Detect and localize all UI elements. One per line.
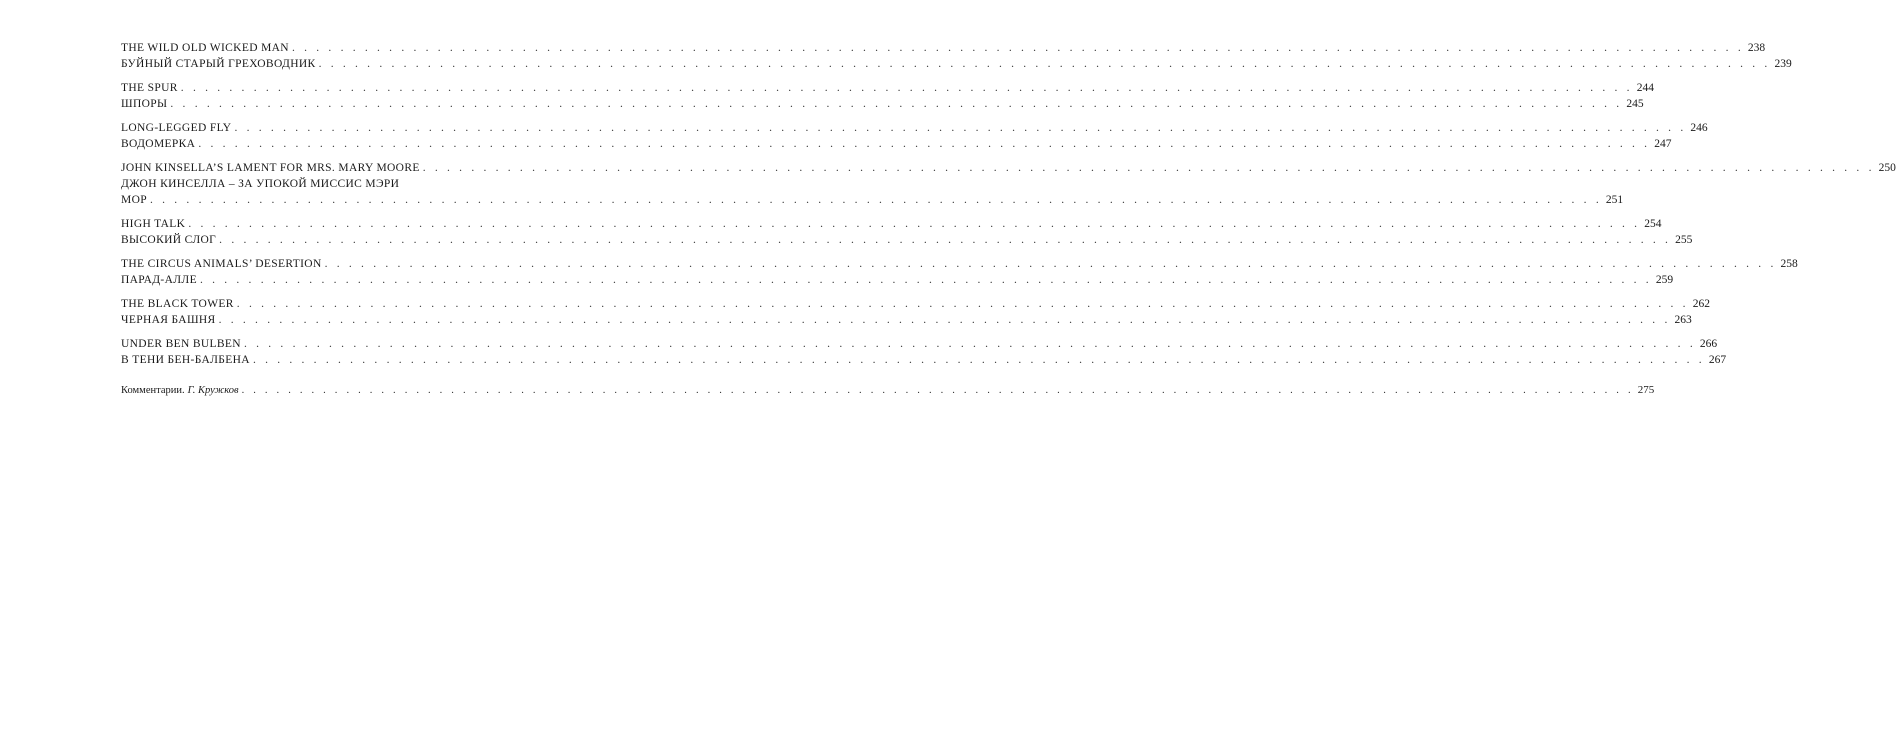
entry-page: 250 (1878, 162, 1896, 174)
dot-leader: . . . . . . . . . . . . . . . . . . . . . . . . . . . . . . . . . . . . . . . . . . . . . . . . . . . . . . . . . . . . . . . . . . . . . . . . . . . . . . . . . . . . . . . . . . . . . . . . . . . . . . . . . . . . . . . . . . . . . . . . (252, 354, 1705, 366)
entry-page: 251 (1605, 194, 1624, 206)
dot-leader: . . . . . . . . . . . . . . . . . . . . . . . . . . . . . . . . . . . . . . . . . . . . . . . . . . . . . . . . . . . . . . . . . . . . . . . . . . . . . . . . . . . . . . . . . . . . . . . . . . . . . . . . . . . . . . . . . . . . . . . . (149, 194, 1602, 206)
toc-entry[interactable] (121, 216, 1662, 232)
dot-leader: . . . . . . . . . . . . . . . . . . . . . . . . . . . . . . . . . . . . . . . . . . . . . . . . . . . . . . . . . . . . . . . . . . . . . . . . . . . . . . . . . . . . . . . . . . . . . . . . . . . . . . . . . . . . . . . . . . . . . . . . (243, 338, 1696, 350)
toc-entry[interactable] (121, 272, 1674, 288)
entry-title: UNDER BEN BULBEN (121, 338, 241, 350)
entry-page: 247 (1654, 138, 1672, 150)
toc-group (121, 120, 1708, 152)
entry-page: 246 (1690, 122, 1708, 134)
entry-title: JOHN KINSELLA’S LAMENT FOR MRS. MARY MOORE (121, 162, 420, 174)
toc-entry[interactable] (121, 296, 1710, 312)
entry-title: LONG-LEGGED FLY (121, 122, 232, 134)
toc-group (121, 216, 1693, 248)
entry-page: 244 (1636, 82, 1654, 94)
entry-title: БУЙНЫЙ СТАРЫЙ ГРЕХОВОДНИК (121, 58, 316, 70)
toc-entry[interactable] (121, 160, 1896, 176)
entry-page: 267 (1708, 354, 1727, 366)
toc-group (121, 336, 1727, 368)
dot-leader: . . . . . . . . . . . . . . . . . . . . . . . . . . . . . . . . . . . . . . . . . . . . . . . . . . . . . . . . . . . . . . . . . . . . . . . . . . . . . . . . . . . . . . . . . . . . . . . . . . . . . . . . . . . . . . . . . . . . . . . . (236, 298, 1689, 310)
toc-entry[interactable] (121, 352, 1727, 368)
dot-leader: . . . . . . . . . . . . . . . . . . . . . . . . . . . . . . . . . . . . . . . . . . . . . . . . . . . . . . . . . . . . . . . . . . . . . . . . . . . . . . . . . . . . . . . . . . . . . . . . . . . . . . . . . . . . . . . . . . . . . . . . (198, 138, 1651, 150)
table-of-contents (121, 40, 1896, 399)
toc-group (121, 40, 1792, 72)
entry-page: 258 (1780, 258, 1798, 270)
toc-entry[interactable] (121, 80, 1654, 96)
dot-leader: . . . . . . . . . . . . . . . . . . . . . . . . . . . . . . . . . . . . . . . . . . . . . . . . . . . . . . . . . . . . . . . . . . . . . . . . . . . . . . . . . . . . . . . . . . . . . . . . . . . . . . . . . . . . . . . . . . . . . . . . (180, 82, 1633, 94)
entry-page: 263 (1674, 314, 1692, 326)
entry-title-continuation: МОР (121, 194, 147, 206)
entry-page: 266 (1699, 338, 1718, 350)
dot-leader: . . . . . . . . . . . . . . . . . . . . . . . . . . . . . . . . . . . . . . . . . . . . . . . . . . . . . . . . . . . . . . . . . . . . . . . . . . . . . . . . . . . . . . . . . . . . . . . . . . . . . . . . . . . . . . . . . . . . . . . . (234, 122, 1687, 134)
toc-group (121, 160, 1896, 208)
entry-title: ШПОРЫ (121, 98, 168, 110)
toc-entry[interactable] (121, 56, 1792, 72)
entry-page: 245 (1626, 98, 1644, 110)
toc-entry[interactable] (121, 336, 1718, 352)
entry-page: 255 (1675, 234, 1693, 246)
toc-entry[interactable] (121, 312, 1692, 328)
dot-leader: . . . . . . . . . . . . . . . . . . . . . . . . . . . . . . . . . . . . . . . . . . . . . . . . . . . . . . . . . . . . . . . . . . . . . . . . . . . . . . . . . . . . . . . . . . . . . . . . . . . . . . . . . . . . . . . . . . . . . . . . (218, 314, 1671, 326)
toc-group (121, 296, 1710, 328)
entry-title: ЧЕРНАЯ БАШНЯ (121, 314, 216, 326)
commentary-label: Комментарии. (121, 385, 185, 396)
entry-page: 254 (1644, 218, 1662, 230)
toc-entry[interactable] (121, 120, 1708, 136)
commentary-entry[interactable] (121, 382, 1655, 399)
commentary-author: Г. Кружков (187, 385, 239, 396)
toc-entry[interactable] (121, 40, 1766, 56)
dot-leader: . . . . . . . . . . . . . . . . . . . . . . . . . . . . . . . . . . . . . . . . . . . . . . . . . . . . . . . . . . . . . . . . . . . . . . . . . . . . . . . . . . . . . . . . . . . . . . . . . . . . . . . . . . . . . . . . . . . . . . . . (170, 98, 1623, 110)
toc-entry[interactable] (121, 176, 478, 192)
dot-leader: . . . . . . . . . . . . . . . . . . . . . . . . . . . . . . . . . . . . . . . . . . . . . . . . . . . . . . . . . . . . . . . . . . . . . . . . . . . . . . . . . . . . . . . . . . . . . . . . . . . . . . . . . . . . . . . . . . . . . . . . (318, 58, 1771, 70)
dot-leader: . . . . . . . . . . . . . . . . . . . . . . . . . . . . . . . . . . . . . . . . . . . . . . . . . . . . . . . . . . . . . . . . . . . . . . . . . . . . . . . . . . . . . . . . . . . . . . . . . . . . . . . . . . . . . . . . . . . . . . . . (241, 385, 1634, 396)
entry-title: THE CIRCUS ANIMALS’ DESERTION (121, 258, 322, 270)
entry-title: THE SPUR (121, 82, 178, 94)
entry-title: ВОДОМЕРКА (121, 138, 196, 150)
entry-page: 239 (1774, 58, 1792, 70)
toc-entry[interactable] (121, 96, 1644, 112)
entry-page: 259 (1655, 274, 1674, 286)
entry-page: 262 (1692, 298, 1710, 310)
entry-title: HIGH TALK (121, 218, 186, 230)
commentary-page: 275 (1637, 384, 1655, 396)
dot-leader: . . . . . . . . . . . . . . . . . . . . . . . . . . . . . . . . . . . . . . . . . . . . . . . . . . . . . . . . . . . . . . . . . . . . . . . . . . . . . . . . . . . . . . . . . . . . . . . . . . . . . . . . . . . . . . . . . . . . . . . . (188, 218, 1641, 230)
dot-leader: . . . . . . . . . . . . . . . . . . . . . . . . . . . . . . . . . . . . . . . . . . . . . . . . . . . . . . . . . . . . . . . . . . . . . . . . . . . . . . . . . . . . . . . . . . . . . . . . . . . . . . . . . . . . . . . . . . . . . . . . (324, 258, 1777, 270)
entry-title: ПАРАД-АЛЛЕ (121, 274, 197, 286)
toc-entry[interactable] (121, 256, 1798, 272)
toc-group (121, 80, 1654, 112)
entry-title: ДЖОН КИНСЕЛЛА – ЗА УПОКОЙ МИССИС МЭРИ (121, 178, 400, 190)
toc-group (121, 256, 1798, 288)
toc-entry[interactable] (121, 232, 1693, 248)
dot-leader: . . . . . . . . . . . . . . . . . . . . . . . . . . . . . . . . . . . . . . . . . . . . . . . . . . . . . . . . . . . . . . . . . . . . . . . . . . . . . . . . . . . . . . . . . . . . . . . . . . . . . . . . . . . . . . . . . . . . . . . . (291, 42, 1744, 54)
dot-leader: . . . . . . . . . . . . . . . . . . . . . . . . . . . . . . . . . . . . . . . . . . . . . . . . . . . . . . . . . . . . . . . . . . . . . . . . . . . . . . . . . . . . . . . . . . . . . . . . . . . . . . . . . . . . . . . . . . . . . . . . (422, 162, 1875, 174)
entry-title: THE BLACK TOWER (121, 298, 234, 310)
dot-leader: . . . . . . . . . . . . . . . . . . . . . . . . . . . . . . . . . . . . . . . . . . . . . . . . . . . . . . . . . . . . . . . . . . . . . . . . . . . . . . . . . . . . . . . . . . . . . . . . . . . . . . . . . . . . . . . . . . . . . . . . (199, 274, 1652, 286)
entry-title: THE WILD OLD WICKED MAN (121, 42, 289, 54)
toc-entry[interactable] (121, 136, 1672, 152)
entry-title: ВЫСОКИЙ СЛОГ (121, 234, 217, 246)
dot-leader: . . . . . . . . . . . . . . . . . . . . . . . . . . . . . . . . . . . . . . . . . . . . . . . . . . . . . . . . . . . . . . . . . . . . . . . . . . . . . . . . . . . . . . . . . . . . . . . . . . . . . . . . . . . . . . . . . . . . . . . . (219, 234, 1672, 246)
entry-page: 238 (1747, 42, 1766, 54)
toc-groups (121, 40, 1896, 368)
toc-entry-continuation[interactable] (121, 192, 1624, 208)
entry-title: В ТЕНИ БЕН-БАЛБЕНА (121, 354, 250, 366)
